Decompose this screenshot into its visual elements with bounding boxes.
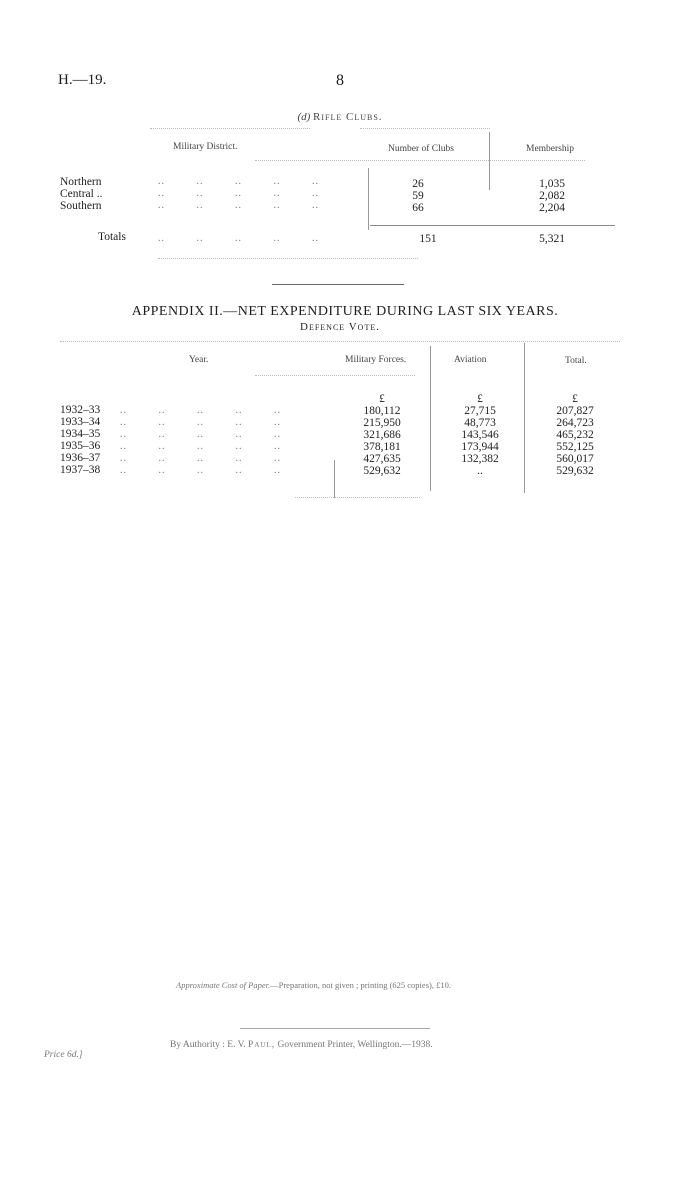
dot-leader: .. .. .. .. .. (120, 453, 281, 464)
authority-line (170, 1040, 433, 1050)
clubs-northern: 26 (412, 178, 424, 190)
header-rule (255, 375, 415, 376)
currency-aviation: £ (477, 393, 483, 405)
price-note: Price 6d.] (44, 1050, 83, 1060)
cost-of-paper-note (176, 980, 451, 990)
total-1934-35: 465,232 (556, 429, 594, 441)
military-1932-33: 180,112 (363, 405, 401, 417)
column-divider (489, 132, 490, 190)
table-bottom-rule (295, 497, 420, 498)
authority-printer-name: Paul, (248, 1040, 276, 1050)
column-header-year: Year. (189, 355, 209, 365)
military-1936-37: 427,635 (363, 453, 401, 465)
totals-rule (370, 225, 615, 226)
page-number: 8 (336, 72, 344, 89)
authority-prefix: By Authority : E. V. (170, 1040, 246, 1050)
appendix-subtitle: Defence Vote. (300, 321, 380, 333)
total-1933-34: 264,723 (556, 417, 594, 429)
membership-southern: 2,204 (539, 202, 565, 214)
section-divider (272, 284, 404, 285)
dot-leader: .. .. .. .. .. (158, 233, 319, 244)
column-header-aviation: Aviation (454, 355, 487, 365)
district-central: Central .. (60, 188, 103, 200)
district-southern: Southern (60, 200, 102, 212)
table-top-rule (60, 341, 620, 342)
totals-clubs: 151 (419, 233, 437, 245)
military-1937-38: 529,632 (363, 465, 401, 477)
year-1932-33: 1932–33 (60, 404, 101, 416)
totals-label: Totals (98, 231, 126, 243)
dot-leader: .. .. .. .. .. (158, 188, 319, 199)
cost-of-paper-detail: —Preparation, not given ; printing (625 copies), £10. (270, 980, 451, 990)
column-header-membership: Membership (526, 144, 575, 154)
totals-membership: 5,321 (539, 233, 565, 245)
column-header-clubs: Number of Clubs (388, 144, 454, 154)
table-top-rule (360, 128, 490, 129)
aviation-1935-36: 173,944 (461, 441, 499, 453)
year-1937-38: 1937–38 (60, 464, 101, 476)
column-header-total: Total. (565, 356, 587, 366)
total-1932-33: 207,827 (556, 405, 594, 417)
clubs-southern: 66 (412, 202, 424, 214)
aviation-1934-35: 143,546 (461, 429, 499, 441)
year-1934-35: 1934–35 (60, 428, 101, 440)
table-bottom-rule (158, 258, 418, 259)
aviation-1937-38: .. (477, 465, 483, 477)
dot-leader: .. .. .. .. .. (158, 200, 319, 211)
dot-leader: .. .. .. .. .. (120, 417, 281, 428)
rifle-clubs-title-prefix: (d) (297, 111, 311, 123)
membership-central: 2,082 (539, 190, 565, 202)
military-1933-34: 215,950 (363, 417, 401, 429)
total-1936-37: 560,017 (556, 453, 594, 465)
dot-leader: .. .. .. .. .. (120, 405, 281, 416)
total-1935-36: 552,125 (556, 441, 594, 453)
year-1936-37: 1936–37 (60, 452, 101, 464)
aviation-1933-34: 48,773 (464, 417, 496, 429)
footer-rule (240, 1028, 430, 1029)
year-1933-34: 1933–34 (60, 416, 101, 428)
dot-leader: .. .. .. .. .. (158, 176, 319, 187)
total-1937-38: 529,632 (556, 465, 594, 477)
rifle-clubs-title (0, 111, 680, 123)
currency-military: £ (379, 393, 385, 405)
rifle-clubs-title-text: Rifle Clubs. (313, 111, 383, 123)
year-1935-36: 1935–36 (60, 440, 101, 452)
clubs-central: 59 (412, 190, 424, 202)
aviation-1936-37: 132,382 (461, 453, 499, 465)
cost-of-paper-label: Approximate Cost of Paper. (176, 980, 271, 990)
district-northern: Northern (60, 176, 102, 188)
header-rule (255, 160, 585, 161)
appendix-title: APPENDIX II.—NET EXPENDITURE DURING LAST SIX YEARS. (131, 304, 559, 319)
authority-detail: Government Printer, Wellington.—1938. (277, 1040, 433, 1050)
membership-northern: 1,035 (539, 178, 565, 190)
dot-leader: .. .. .. .. .. (120, 441, 281, 452)
dot-leader: .. .. .. .. .. (120, 465, 281, 476)
table-top-rule (150, 128, 310, 129)
document-reference: H.—19. (58, 72, 107, 88)
column-header-district: Military District. (173, 142, 238, 152)
dot-leader: .. .. .. .. .. (120, 429, 281, 440)
aviation-1932-33: 27,715 (464, 405, 496, 417)
military-1934-35: 321,686 (363, 429, 401, 441)
currency-total: £ (572, 393, 578, 405)
military-1935-36: 378,181 (363, 441, 401, 453)
column-header-military: Military Forces. (345, 355, 407, 365)
